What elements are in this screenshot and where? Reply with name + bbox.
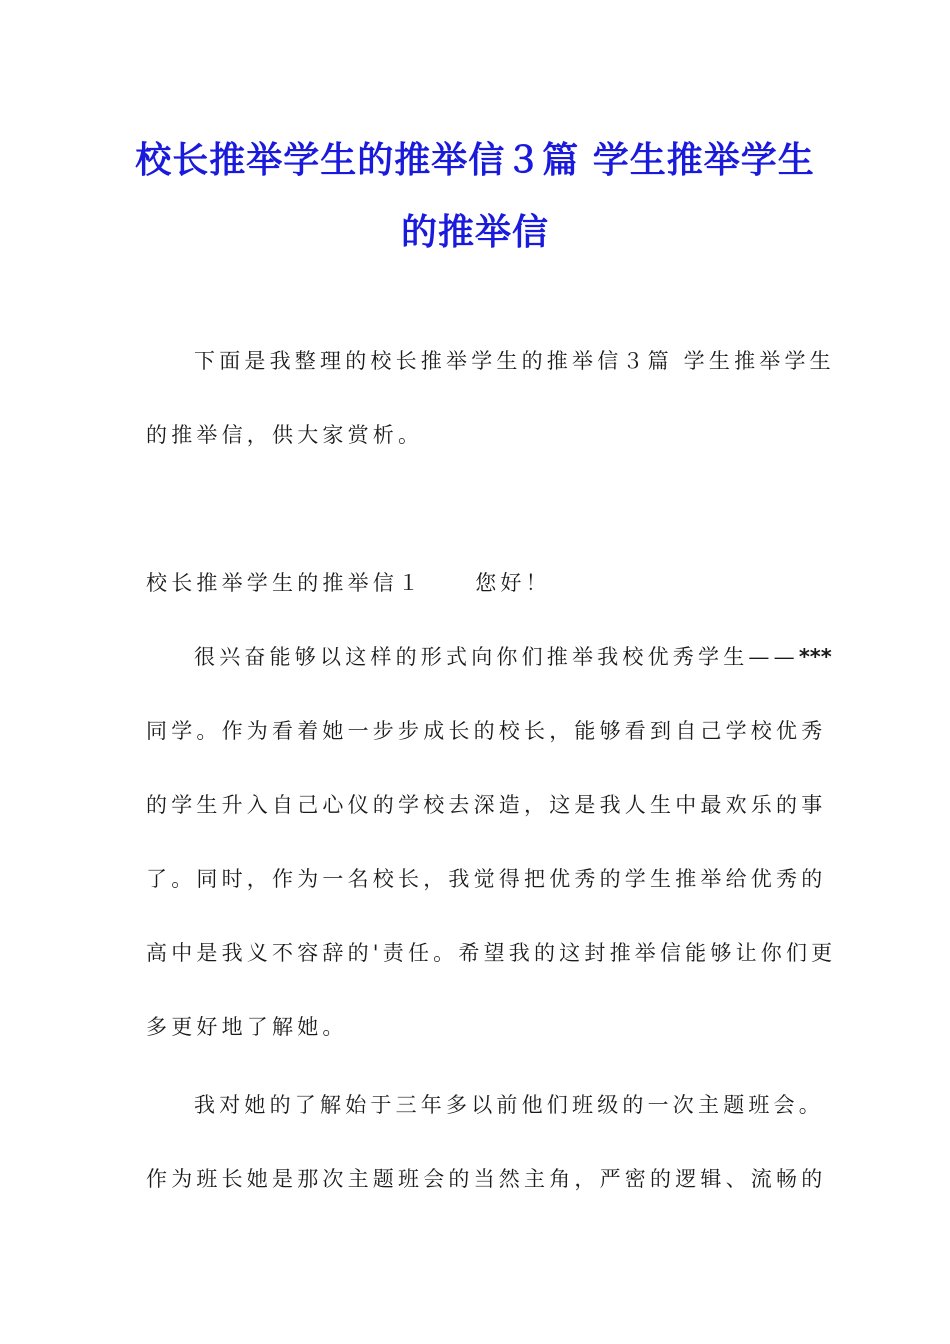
paragraph1-line-1-text: 很兴奋能够以这样的形式向你们推举我校优秀学生—— (194, 645, 799, 669)
redacted-name: *** (798, 645, 832, 669)
paragraph1-line-6: 多更好地了解她。 (146, 1015, 348, 1039)
paragraph2-line-2: 作为班长她是那次主题班会的当然主角，严密的逻辑、流畅的 (146, 1167, 827, 1191)
section-heading: 校长推举学生的推举信１ (146, 571, 424, 595)
document-title-line-2: 的推举信 (400, 212, 549, 253)
intro-line-2: 的推举信，供大家赏析。 (146, 423, 424, 447)
document-title-line-1: 校长推举学生的推举信３篇 学生推举学生 (135, 140, 815, 181)
paragraph1-line-4: 了。同时，作为一名校长，我觉得把优秀的学生推举给优秀的 (146, 867, 827, 891)
paragraph1-line-3: 的学生升入自己心仪的学校去深造，这是我人生中最欢乐的事 (146, 793, 827, 817)
paragraph1-line-2: 同学。作为看着她一步步成长的校长，能够看到自己学校优秀 (146, 719, 827, 743)
paragraph2-line-1: 我对她的了解始于三年多以前他们班级的一次主题班会。 (194, 1093, 824, 1117)
paragraph1-line-5: 高中是我义不容辞的'责任。希望我的这封推举信能够让你们更 (146, 941, 837, 965)
greeting: 您好！ (475, 571, 551, 595)
paragraph1-line-1 (194, 642, 832, 672)
section-heading-row (146, 568, 551, 598)
intro-line-1: 下面是我整理的校长推举学生的推举信３篇 学生推举学生 (194, 349, 835, 373)
